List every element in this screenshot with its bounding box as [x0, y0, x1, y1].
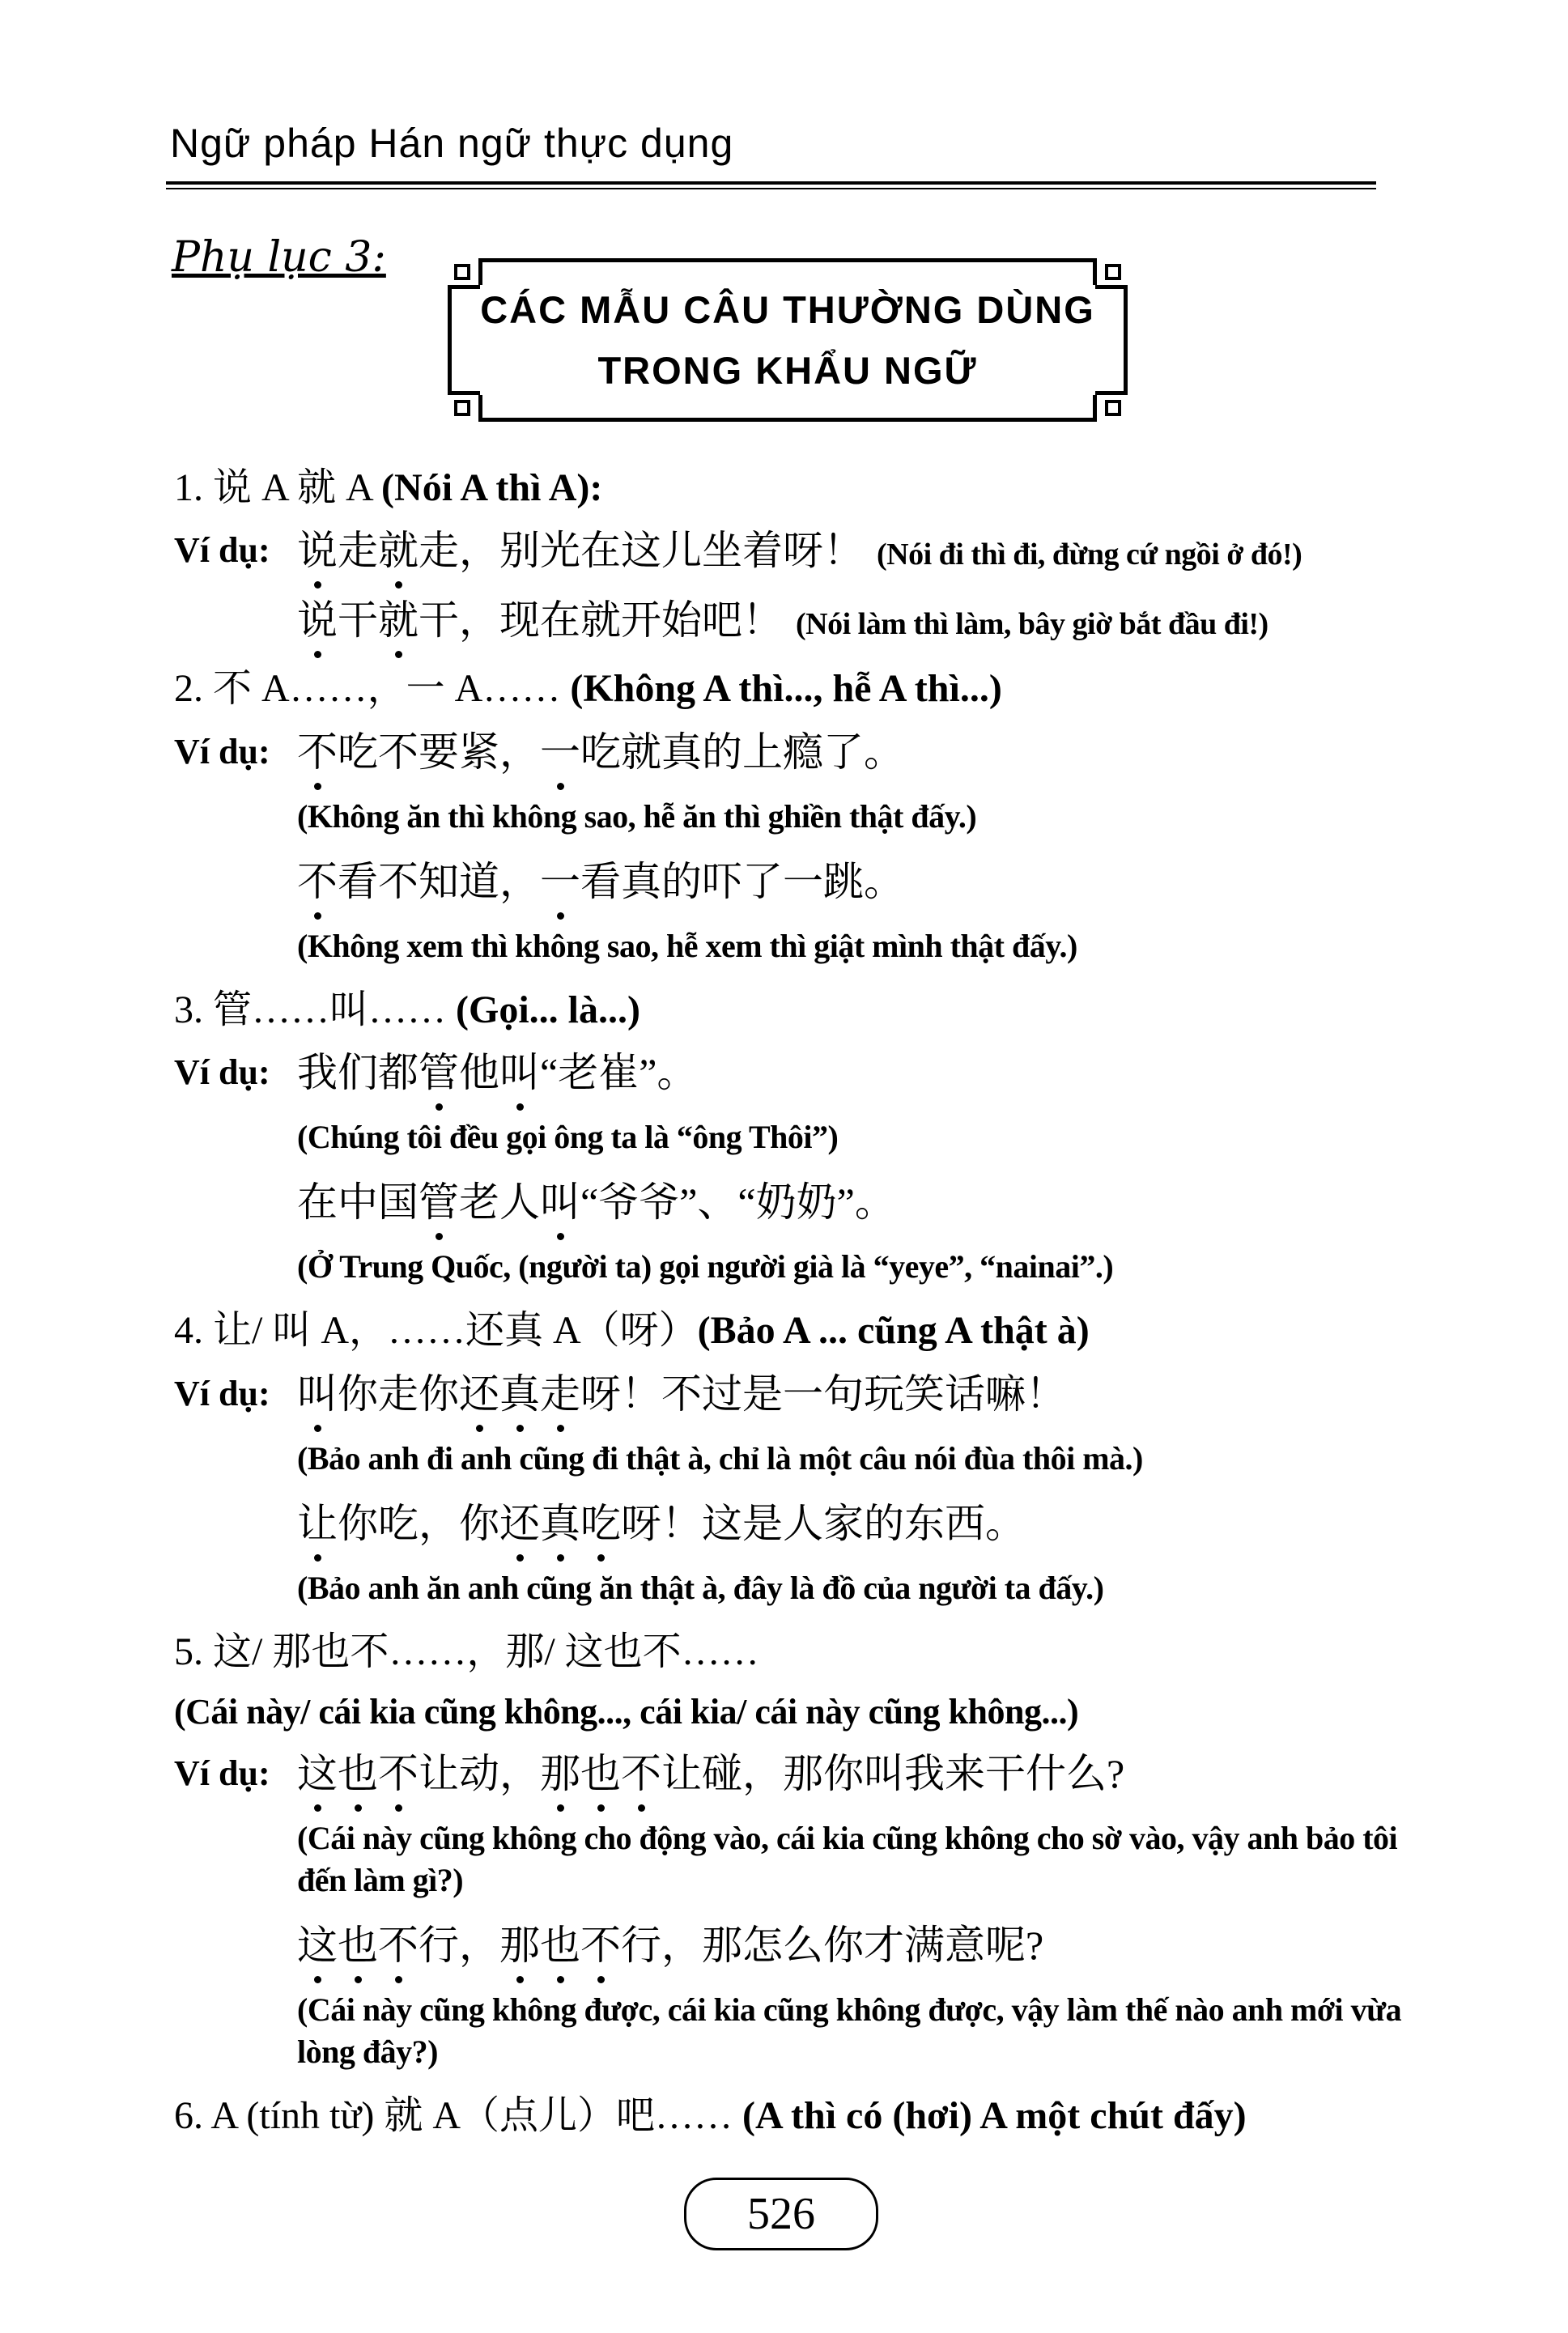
section-heading — [174, 2091, 1421, 2141]
chinese-char: 的 — [661, 858, 702, 904]
block-translation: (Chúng tôi đều gọi ông ta là “ông Thôi”) — [297, 1119, 839, 1156]
inline-translation: (Nói làm thì làm, bây giờ bắt đầu đi!) — [796, 607, 1268, 642]
chinese-char: 管 — [419, 1047, 459, 1099]
chinese-char: 干 — [985, 1751, 1026, 1797]
chinese-char: 你 — [338, 1370, 378, 1417]
chinese-char: 人 — [499, 1179, 540, 1226]
chinese-char: 呀 — [621, 1500, 661, 1546]
chinese-char: 玩 — [864, 1370, 904, 1417]
sections — [174, 463, 1421, 2158]
chinese-char: 我 — [904, 1751, 945, 1797]
chinese-char: 的 — [864, 1500, 904, 1546]
chinese-char: 叫 — [499, 1047, 540, 1099]
chinese-char: 也 — [580, 1748, 621, 1800]
example-line — [174, 1176, 1421, 1228]
example-label: Ví dụ: — [174, 1052, 270, 1093]
chinese-char: 道 — [459, 858, 499, 904]
chinese-char: 。 — [854, 1179, 895, 1226]
chinese-char: 也 — [540, 1919, 580, 1971]
chinese-char: 让 — [661, 1751, 702, 1797]
chinese-char: 这 — [297, 1748, 338, 1800]
chinese-char: 着 — [742, 528, 783, 574]
chinese-char: 干 — [338, 597, 378, 644]
chinese-char: 这 — [621, 528, 661, 574]
chinese-char: 怎 — [742, 1923, 783, 1969]
chinese-char: 不 — [378, 1748, 419, 1800]
chinese-sentence — [297, 729, 904, 775]
section — [174, 664, 1421, 967]
page-number: 526 — [747, 2189, 815, 2239]
chinese-sentence — [297, 1501, 1026, 1546]
frame-bottom-bar — [478, 418, 1097, 422]
chinese-char: 你 — [338, 1500, 378, 1546]
chinese-char: 爷 — [639, 1179, 680, 1226]
chinese-char: 那 — [783, 1751, 823, 1797]
chinese-char: ， — [419, 1500, 459, 1546]
chinese-char: ！ — [1026, 1370, 1066, 1417]
frame-top-bar — [478, 258, 1097, 262]
chinese-char: 瘾 — [783, 729, 823, 775]
chinese-char: 不 — [378, 1919, 419, 1971]
chinese-char: 现 — [499, 597, 540, 644]
chinese-char: ? — [1107, 1751, 1125, 1797]
chinese-char: 。 — [864, 729, 904, 775]
chinese-char: 叫 — [864, 1751, 904, 1797]
chinese-char: 光 — [540, 528, 580, 574]
chinese-char: ， — [499, 729, 540, 775]
block-translation: (Bảo anh đi anh cũng đi thật à, chỉ là một câu nói đùa thôi mà.) — [297, 1439, 1143, 1477]
chinese-char: 吃 — [378, 1500, 419, 1546]
chinese-char: 管 — [419, 1176, 459, 1228]
chinese-char: 一 — [540, 856, 580, 907]
chinese-char: 要 — [419, 729, 459, 775]
example-label: Ví dụ: — [174, 530, 270, 571]
heading-pattern: 4. 让/ 叫 A，……还真 A（呀） — [174, 1309, 698, 1353]
block-translation: (Bảo anh ăn anh cũng ăn thật à, đây là đồ của người ta đấy.) — [297, 1569, 1104, 1606]
heading-translation: (A thì có (hơi) A một chút đấy) — [742, 2094, 1247, 2138]
chinese-sentence — [297, 597, 783, 643]
example-line — [174, 525, 1421, 576]
chinese-char: 就 — [378, 525, 419, 576]
section — [174, 463, 1421, 646]
chinese-char: 才 — [864, 1923, 904, 1969]
chinese-char: 吓 — [702, 858, 742, 904]
chinese-char: 知 — [419, 858, 459, 904]
chinese-char: 呀 — [580, 1370, 621, 1417]
chinese-char: 在 — [580, 528, 621, 574]
chinese-char: 真 — [499, 1368, 540, 1420]
chinese-char: 吃 — [580, 729, 621, 775]
chinese-char: ， — [661, 1923, 702, 1969]
chinese-sentence — [297, 1050, 697, 1095]
heading-translation-line2: (Cái này/ cái kia cũng không..., cái kia/ cái này cũng không...) — [174, 1691, 1079, 1732]
chinese-char: 别 — [499, 528, 540, 574]
chinese-char: 真 — [661, 729, 702, 775]
chinese-sentence — [297, 1923, 1043, 1968]
chinese-char: 什 — [1026, 1751, 1066, 1797]
chinese-char: ， — [459, 528, 499, 574]
page-title-line1: CÁC MẪU CÂU THƯỜNG DÙNG — [480, 288, 1095, 331]
chinese-char: 走 — [419, 528, 459, 574]
block-translation: (Không ăn thì không sao, hễ ăn thì ghiền thật đấy.) — [297, 797, 977, 835]
chinese-char: 了 — [823, 729, 864, 775]
heading-translation: (Nói A thì A): — [381, 466, 603, 509]
page-title-line2: TRONG KHẨU NGỮ — [597, 349, 978, 392]
chinese-char: 我 — [297, 1050, 338, 1096]
chinese-char: 你 — [459, 1500, 499, 1546]
chinese-char: 一 — [783, 858, 823, 904]
chinese-char: “ — [580, 1179, 599, 1226]
chinese-char: 叫 — [540, 1176, 580, 1228]
inline-translation: (Nói đi thì đi, đừng cứ ngồi ở đó!) — [877, 538, 1302, 572]
block-translation: (Không xem thì không sao, hễ xem thì giật mình thật đấy.) — [297, 927, 1077, 964]
chinese-char: 碰 — [702, 1751, 742, 1797]
section — [174, 1627, 1421, 2074]
chinese-char: 跳 — [823, 858, 864, 904]
chinese-char: 了 — [742, 858, 783, 904]
chinese-char: 来 — [945, 1751, 985, 1797]
chinese-char: 一 — [783, 1370, 823, 1417]
chinese-char: 奶 — [796, 1179, 837, 1226]
chinese-char: 坐 — [702, 528, 742, 574]
chinese-char: 吃 — [338, 729, 378, 775]
chinese-char: 走 — [338, 528, 378, 574]
section — [174, 1306, 1421, 1608]
example-line — [174, 1368, 1421, 1420]
page-title — [452, 264, 1124, 416]
section-heading — [174, 1306, 1421, 1356]
chinese-char: ” — [679, 1179, 698, 1226]
chinese-char: 是 — [742, 1370, 783, 1417]
running-header: Ngữ pháp Hán ngữ thực dụng — [170, 121, 734, 166]
chinese-char: 你 — [823, 1751, 864, 1797]
block-translation: (Cái này cũng không được, cái kia cũng không được, vậy làm thế nào anh mới vừa lòng đây?) — [297, 1991, 1402, 2071]
chinese-char: 过 — [702, 1370, 742, 1417]
chinese-char: 开 — [621, 597, 661, 644]
chinese-sentence — [297, 1371, 1066, 1417]
chinese-char: 你 — [823, 1923, 864, 1969]
rule-line-thin — [166, 188, 1376, 189]
chinese-char: 人 — [783, 1500, 823, 1546]
chinese-char: ， — [742, 1751, 783, 1797]
chinese-char: 儿 — [661, 528, 702, 574]
page-number-badge — [684, 2178, 878, 2250]
chinese-char: 不 — [297, 856, 338, 907]
example-label: Ví dụ: — [174, 731, 270, 771]
chinese-char: ， — [459, 597, 499, 644]
chinese-char: 东 — [904, 1500, 945, 1546]
chinese-char: 、 — [697, 1179, 738, 1226]
chinese-char: 说 — [297, 525, 338, 576]
chinese-char: ！ — [742, 597, 783, 644]
chinese-char: 上 — [742, 729, 783, 775]
chinese-char: 不 — [378, 858, 419, 904]
chinese-char: 都 — [378, 1050, 419, 1096]
section-heading — [174, 985, 1421, 1035]
chinese-char: 老 — [459, 1179, 499, 1226]
example-line — [174, 594, 1421, 646]
chinese-char: 。 — [985, 1500, 1026, 1546]
chinese-char: 不 — [580, 1919, 621, 1971]
rule-line-thick — [166, 181, 1376, 185]
chinese-char: 始 — [661, 597, 702, 644]
section-heading — [174, 664, 1421, 714]
chinese-char: 他 — [459, 1050, 499, 1096]
chinese-char: 不 — [621, 1748, 661, 1800]
chinese-char: 呢 — [985, 1923, 1026, 1969]
appendix-label: Phụ lục 3: — [172, 233, 386, 282]
chinese-char: 就 — [580, 597, 621, 644]
chinese-char: 这 — [297, 1919, 338, 1971]
chinese-char: ， — [499, 858, 540, 904]
chinese-char: 你 — [419, 1370, 459, 1417]
chinese-char: 吧 — [702, 597, 742, 644]
header-double-rule — [166, 181, 1376, 189]
example-line — [174, 856, 1421, 907]
chinese-char: 还 — [459, 1368, 499, 1420]
section-heading — [174, 1627, 1421, 1677]
chinese-char: 那 — [499, 1919, 540, 1971]
chinese-char: 那 — [540, 1748, 580, 1800]
chinese-char: 让 — [419, 1751, 459, 1797]
heading-translation: (Không A thì..., hễ A thì...) — [570, 667, 1002, 711]
chinese-char: 不 — [297, 726, 338, 778]
chinese-char: 叫 — [297, 1368, 338, 1420]
chinese-sentence — [297, 1179, 895, 1225]
chinese-char: 西 — [945, 1500, 985, 1546]
chinese-char: ， — [499, 1751, 540, 1797]
section-heading — [174, 463, 1421, 513]
chinese-char: 在 — [540, 597, 580, 644]
chinese-char: 不 — [661, 1370, 702, 1417]
chinese-char: 家 — [823, 1500, 864, 1546]
block-translation: (Cái này cũng không cho động vào, cái kia cũng không cho sờ vào, vậy anh bảo tôi đến làm gì?) — [297, 1820, 1398, 1899]
chinese-char: 看 — [338, 858, 378, 904]
chinese-char: ， — [459, 1923, 499, 1969]
chinese-char: 行 — [419, 1923, 459, 1969]
chinese-char: 行 — [621, 1923, 661, 1969]
chinese-char: 不 — [378, 729, 419, 775]
chinese-char: 么 — [783, 1923, 823, 1969]
chinese-char: 动 — [459, 1751, 499, 1797]
chinese-char: 就 — [621, 729, 661, 775]
chinese-char: 崔 — [598, 1050, 640, 1096]
chinese-char: 走 — [378, 1370, 419, 1417]
heading-pattern: 3. 管……叫…… — [174, 988, 457, 1031]
heading-translation: (Bảo A ... cũng A thật à) — [697, 1309, 1090, 1353]
chinese-char: ！ — [661, 1500, 702, 1546]
chinese-char: 奶 — [755, 1179, 797, 1226]
chinese-char: 句 — [823, 1370, 864, 1417]
chinese-char: 爷 — [598, 1179, 640, 1226]
example-line — [174, 1047, 1421, 1099]
chinese-char: 还 — [499, 1498, 540, 1549]
chinese-char: 中 — [338, 1179, 378, 1226]
chinese-char: ！ — [823, 528, 864, 574]
example-label: Ví dụ: — [174, 1373, 270, 1413]
chinese-char: 话 — [945, 1370, 985, 1417]
chinese-char: 的 — [702, 729, 742, 775]
chinese-char: 老 — [558, 1050, 599, 1096]
chinese-char: 真 — [540, 1498, 580, 1549]
chinese-char: 。 — [864, 858, 904, 904]
chinese-char: “ — [737, 1179, 756, 1226]
chinese-char: ” — [639, 1050, 657, 1096]
chinese-char: 满 — [904, 1923, 945, 1969]
chinese-sentence — [297, 859, 904, 904]
chinese-char: 说 — [297, 594, 338, 646]
heading-pattern: 1. 说 A 就 A — [174, 466, 382, 509]
chinese-char: 走 — [540, 1368, 580, 1420]
chinese-char: 这 — [702, 1500, 742, 1546]
chinese-char: 真 — [621, 858, 661, 904]
chinese-char: ！ — [621, 1370, 661, 1417]
chinese-char: 意 — [945, 1923, 985, 1969]
chinese-char: 么 — [1066, 1751, 1107, 1797]
chinese-char: 也 — [338, 1919, 378, 1971]
chinese-char: ? — [1026, 1923, 1044, 1969]
chinese-char: 也 — [338, 1748, 378, 1800]
section — [174, 2091, 1421, 2141]
example-line — [174, 1498, 1421, 1549]
chinese-char: 就 — [378, 594, 419, 646]
chinese-char: 吃 — [580, 1498, 621, 1549]
chinese-char: 让 — [297, 1498, 338, 1549]
chinese-char: 呀 — [783, 528, 823, 574]
section — [174, 985, 1421, 1288]
chinese-char: 一 — [540, 726, 580, 778]
chinese-char: 紧 — [459, 729, 499, 775]
chinese-char: 在 — [297, 1179, 338, 1226]
heading-pattern: 5. 这/ 那也不……，那/ 这也不…… — [174, 1630, 759, 1673]
heading-pattern: 6. A (tính từ) 就 A（点儿）吧…… — [174, 2094, 743, 2138]
chinese-char: 国 — [378, 1179, 419, 1226]
example-line — [174, 1748, 1421, 1800]
chinese-char: 。 — [657, 1050, 698, 1096]
chinese-char: ” — [836, 1179, 855, 1226]
chinese-char: 嘛 — [985, 1370, 1026, 1417]
block-translation: (Ở Trung Quốc, (người ta) gọi người già là “yeye”, “nainai”.) — [297, 1248, 1114, 1285]
chinese-sentence — [297, 1751, 1124, 1796]
chinese-char: 干 — [419, 597, 459, 644]
heading-translation: (Gọi... là...) — [456, 988, 640, 1031]
chinese-char: 是 — [742, 1500, 783, 1546]
chinese-char: “ — [540, 1050, 559, 1096]
title-frame — [448, 285, 1128, 395]
chinese-char: 们 — [338, 1050, 378, 1096]
example-label: Ví dụ: — [174, 1753, 270, 1794]
chinese-char: 笑 — [904, 1370, 945, 1417]
example-line — [174, 726, 1421, 778]
chinese-sentence — [297, 528, 864, 573]
chinese-char: 那 — [702, 1923, 742, 1969]
chinese-char: 看 — [580, 858, 621, 904]
example-line — [174, 1919, 1421, 1971]
heading-pattern: 2. 不 A……，一 A…… — [174, 667, 571, 711]
